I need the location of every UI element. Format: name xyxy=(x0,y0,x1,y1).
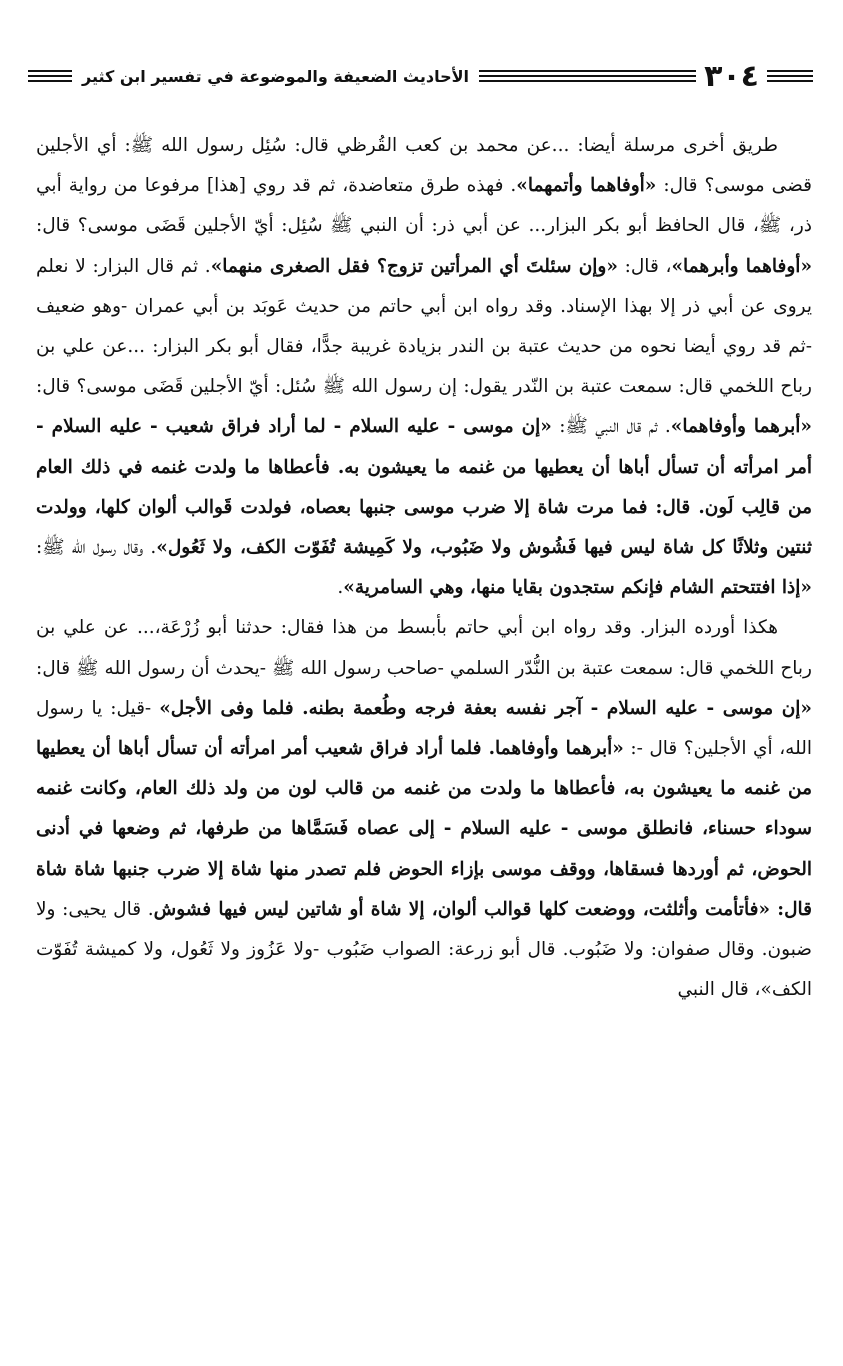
hadith-quote: «أوفاهما وأتمهما» xyxy=(516,175,657,197)
header-rule-left xyxy=(28,70,72,82)
hadith-quote: «أوفاهما وأبرهما» xyxy=(671,255,813,277)
page-number: ٣٠٤ xyxy=(704,58,759,94)
hadith-quote: «أبرهما وأوفاهما. فلما أراد فراق شعيب أمر امرأته أن تسأل أباها أن يعطيها من غنمه ما يعيشون به، فأعطاها ما ولدت من غنمه من قالب لون من ولد ذلك العام، وكانت غنمه سوداء حسناء، فانطلق موسى - عليه السلام - إلى عصاه فَسَمَّاها من طرفها، ثم وضعها في أدنى الحوض، ثم أوردها فسقاها، ووقف موسى بإزاء الحوض فلم تصدر منها شاة إلا ضرب جنبها شاة شاة قال: «فأتأمت وأثلثت، ووضعت كلها قوالب ألوان، إلا شاة أو شاتين ليس فيها فشوش xyxy=(36,738,812,920)
hadith-quote: «إن موسى - عليه السلام - لما أراد فراق شعيب - عليه السلام - أمر امرأته أن تسأل أباها أن يعطيها من غنمه ما يعيشون به. فأعطاها ما ولدت غنمه في ذلك العام من قالِب لَون. قال: فما مرت شاة إلا ضرب موسى جنبها بعصاه، فولدت قَوالب ألوان كلها، وولدت ثنتين وثلاثًا كل شاة ليس فيها فَشُوش ولا ضَبُوب، ولا كَمِيشة تُفَوّت الكف، ولا ثَعُول» xyxy=(36,416,812,559)
text-run: -قيل: يا رسول الله، أي الأجلين؟ قال -: xyxy=(36,697,812,760)
paragraph-2 xyxy=(36,608,812,1010)
text-run: . xyxy=(337,577,344,599)
text-run: . قال يحيى: ولا ضبون. وقال صفوان: ولا ضَبُوب. قال أبو زرعة: الصواب ضَبُوب -ولا عَزُوز ولا ثَعُول، ولا كميشة تُفَوّت الكف»، قال النبي xyxy=(36,898,812,1001)
paragraph-1 xyxy=(36,126,812,608)
text-run: ، قال: xyxy=(617,255,672,277)
header-rule-right xyxy=(767,70,813,82)
page-header xyxy=(28,58,813,94)
text-run: طريق أخرى مرسلة أيضا: ...عن محمد بن كعب القُرظي قال: سُئِل رسول الله ﷺ: أي الأجلين قضى موسى؟ قال: xyxy=(36,135,812,197)
header-rule-middle xyxy=(479,70,696,82)
text-run: . وقال رسول الله ﷺ: xyxy=(36,537,157,559)
hadith-quote: «أبرهما وأوفاهما» xyxy=(670,416,812,438)
hadith-quote: «وإن سئلتَ أي المرأتين تزوج؟ فقل الصغرى منهما» xyxy=(210,255,618,277)
text-run: . ثم قال النبي ﷺ: xyxy=(551,416,671,438)
text-run: هكذا أورده البزار. وقد رواه ابن أبي حاتم بأبسط من هذا فقال: حدثنا أبو زُرْعَة،... عن علي بن رباح اللخمي قال: سمعت عتبة بن النُّدّر السلمي -صاحب رسول الله ﷺ -يحدث أن رسول الله ﷺ قال: xyxy=(36,617,812,679)
text-run: . فهذه طرق متعاضدة، ثم قد روي [هذا] مرفوعا من رواية أبي ذر، ﷺ، قال الحافظ أبو بكر البزار... عن أبي ذر: أن النبي ﷺ سُئِل: أيّ الأجلين قَضَى موسى؟ قال: xyxy=(36,175,812,237)
hadith-quote: «إن موسى - عليه السلام - آجر نفسه بعفة فرجه وطُعمة بطنه. فلما وفى الأجل» xyxy=(159,697,812,719)
body-text xyxy=(36,126,812,1010)
running-title: الأحاديث الضعيفة والموضوعة في تفسير ابن كثير xyxy=(82,66,470,86)
hadith-quote: «إذا افتتحتم الشام فإنكم ستجدون بقايا منها، وهي السامرية» xyxy=(343,577,812,599)
text-run: . ثم قال البزار: لا نعلم يروى عن أبي ذر إلا بهذا الإسناد. وقد رواه ابن أبي حاتم من حديث عَوبَد بن أبي عمران -وهو ضعيف -ثم قد روي أيضا نحوه من حديث عتبة بن الندر بزيادة غريبة جدًّا، فقال أبو بكر البزار: ...عن علي بن رباح اللخمي قال: سمعت عتبة بن النّدر يقول: إن رسول الله ﷺ سُئل: أيّ الأجلين قَضَى موسى؟ قال: xyxy=(36,255,812,398)
